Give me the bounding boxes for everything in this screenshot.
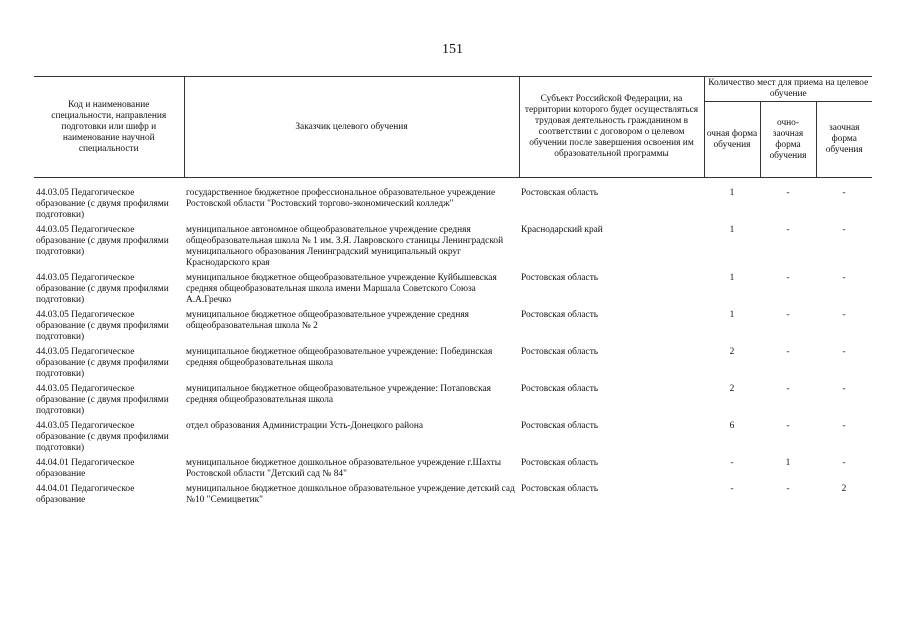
region-cell: Ростовская область (521, 347, 599, 357)
part-time-cell: - (786, 310, 790, 320)
header-customer: Заказчик целевого обучения (184, 77, 519, 178)
customer-cell: муниципальное бюджетное дошкольное образовательное учреждение детский сад №10 "Семицветик" (186, 484, 515, 505)
full-time-cell: 2 (729, 347, 735, 357)
part-time-cell: - (786, 188, 790, 198)
part-time-cell: - (786, 384, 790, 394)
full-time-cell: 2 (729, 384, 735, 394)
code-cell: 44.03.05 Педагогическое образование (с двумя профилями подготовки) (36, 225, 169, 257)
full-time-cell: 1 (729, 225, 735, 235)
code-cell: 44.03.05 Педагогическое образование (с двумя профилями подготовки) (36, 273, 169, 305)
code-cell: 44.04.01 Педагогическое образование (36, 484, 135, 505)
table-row (34, 484, 872, 510)
full-time-cell: - (730, 484, 734, 494)
customer-cell: муниципальное бюджетное общеобразовательное учреждение средняя общеобразовательная школа № 2 (186, 310, 469, 331)
header-region: Субъект Российской Федерации, на территории которого будет осуществляться трудовая деятельность гражданином в соответствии с договором о целевом обучении после завершения освоения им образовательной программы (519, 77, 704, 178)
table-row (34, 458, 872, 484)
extramural-cell: - (842, 421, 846, 431)
table-row (34, 310, 872, 347)
extramural-cell: - (842, 458, 846, 468)
header-extramural: заочная форма обучения (816, 102, 872, 178)
table-row (34, 347, 872, 384)
customer-cell: муниципальное бюджетное дошкольное образовательное учреждение г.Шахты Ростовской области "Детский сад № 84" (186, 458, 502, 479)
region-cell: Ростовская область (521, 458, 599, 468)
full-time-cell: 1 (729, 188, 735, 198)
region-cell: Ростовская область (521, 188, 599, 198)
customer-cell: отдел образования Администрации Усть-Донецкого района (186, 421, 424, 431)
customer-cell: муниципальное бюджетное общеобразовательное учреждение Куйбышевская средняя общеобразовательная школа имени Маршала Советского Союза А.А.Гречко (186, 273, 497, 305)
target-training-table (34, 76, 872, 510)
region-cell: Ростовская область (521, 484, 599, 494)
extramural-cell: - (842, 347, 846, 357)
header-places: Количество мест для приема на целевое обучение (704, 77, 872, 102)
region-cell: Краснодарский край (521, 225, 603, 235)
table-row (34, 188, 872, 225)
page-number: 151 (442, 42, 463, 57)
code-cell: 44.03.05 Педагогическое образование (с двумя профилями подготовки) (36, 310, 169, 342)
code-cell: 44.03.05 Педагогическое образование (с двумя профилями подготовки) (36, 421, 169, 453)
header-code: Код и наименование специальности, направления подготовки или шифр и наименование научной специальности (34, 77, 184, 178)
region-cell: Ростовская область (521, 273, 599, 283)
region-cell: Ростовская область (521, 310, 599, 320)
extramural-cell: 2 (841, 484, 847, 494)
extramural-cell: - (842, 384, 846, 394)
part-time-cell: - (786, 347, 790, 357)
customer-cell: муниципальное автономное общеобразовательное учреждение средняя общеобразовательная школа № 1 им. З.Я. Лавровского станицы Ленинградской муниципального образования Ленинградский муниципальный округ Краснодарского края (186, 225, 504, 268)
table-row (34, 225, 872, 273)
part-time-cell: - (786, 225, 790, 235)
full-time-cell: 1 (729, 273, 735, 283)
customer-cell: государственное бюджетное профессиональное образовательное учреждение Ростовской области "Ростовский торгово-экономический колледж" (186, 188, 496, 209)
full-time-cell: 1 (729, 310, 735, 320)
region-cell: Ростовская область (521, 384, 599, 394)
full-time-cell: - (730, 458, 734, 468)
part-time-cell: 1 (785, 458, 791, 468)
customer-cell: муниципальное бюджетное общеобразовательное учреждение: Потаповская средняя общеобразовательная школа (186, 384, 491, 405)
extramural-cell: - (842, 225, 846, 235)
code-cell: 44.04.01 Педагогическое образование (36, 458, 135, 479)
code-cell: 44.03.05 Педагогическое образование (с двумя профилями подготовки) (36, 347, 169, 379)
table-row (34, 273, 872, 310)
table-row (34, 421, 872, 458)
table-row (34, 384, 872, 421)
part-time-cell: - (786, 421, 790, 431)
header-part-time: очно-заочная форма обучения (760, 102, 816, 178)
header-full-time: очная форма обучения (704, 102, 760, 178)
code-cell: 44.03.05 Педагогическое образование (с двумя профилями подготовки) (36, 188, 169, 220)
code-cell: 44.03.05 Педагогическое образование (с двумя профилями подготовки) (36, 384, 169, 416)
extramural-cell: - (842, 188, 846, 198)
region-cell: Ростовская область (521, 421, 599, 431)
part-time-cell: - (786, 273, 790, 283)
full-time-cell: 6 (729, 421, 735, 431)
table-body (34, 188, 872, 510)
extramural-cell: - (842, 310, 846, 320)
extramural-cell: - (842, 273, 846, 283)
part-time-cell: - (786, 484, 790, 494)
customer-cell: муниципальное бюджетное общеобразовательное учреждение: Побединская средняя общеобразовательная школа (186, 347, 493, 368)
